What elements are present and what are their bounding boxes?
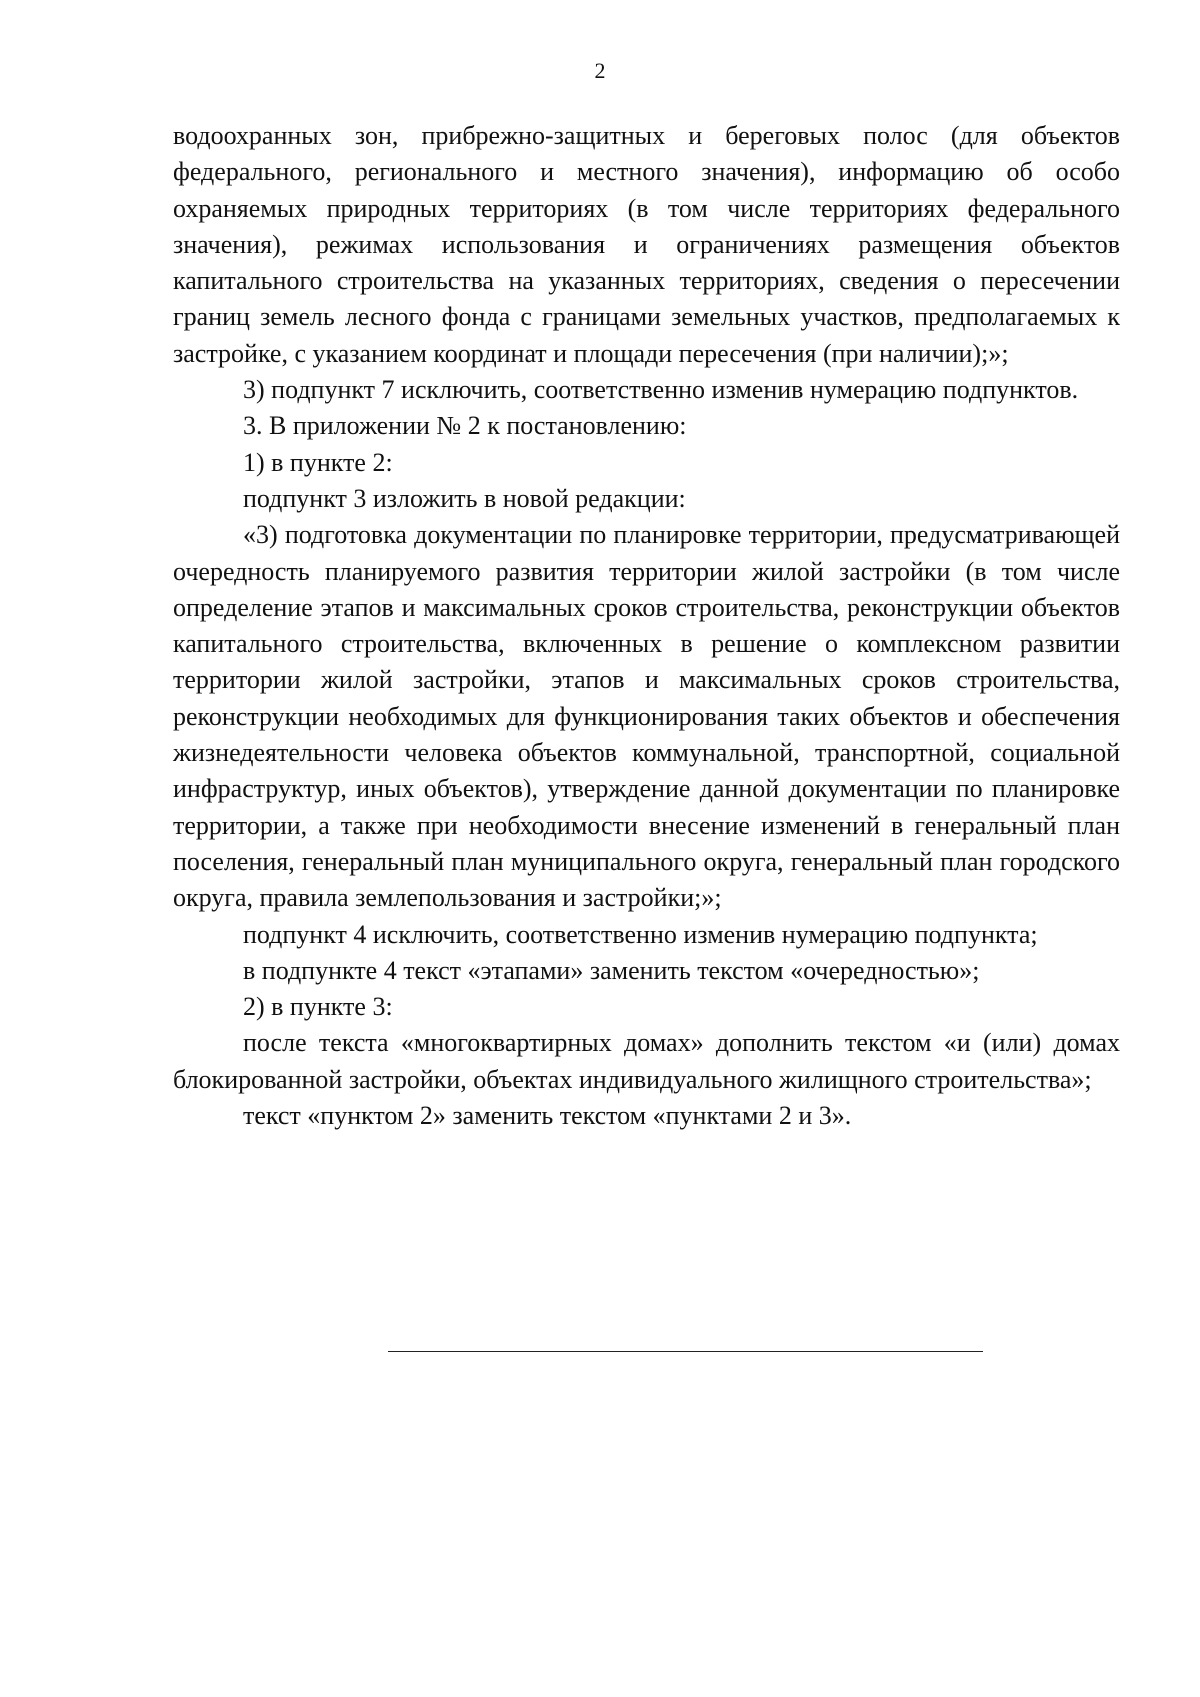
paragraph-exclude-subpoint-4: подпункт 4 исключить, соответственно изменив нумерацию подпункта;	[243, 919, 1038, 949]
document-body	[173, 118, 1120, 1134]
paragraph-subpoint-3: 3) подпункт 7 исключить, соответственно изменив нумерацию подпунктов.	[243, 375, 1079, 405]
paragraph-replace-points: текст «пунктом 2» заменить текстом «пунктами 2 и 3».	[243, 1101, 852, 1131]
page-number: 2	[594, 58, 606, 83]
end-of-document-rule	[388, 1351, 983, 1352]
paragraph-add-text: после текста «многоквартирных домах» дополнить текстом «и (или) домах блокированной застройки, объектах индивидуального жилищного строительства»;	[173, 1028, 1120, 1094]
paragraph-item-2: 2) в пункте 3:	[243, 992, 393, 1022]
paragraph-continuation: водоохранных зон, прибрежно-защитных и береговых полос (для объектов федерального, регионального и местного значения), информацию об особо охраняемых природных территориях (в том числе территориях федерального значения), режимах использования и ограничениях размещения объектов капитального строительства на указанных территориях, сведения о пересечении границ земель лесного фонда с границами земельных участков, предполагаемых к застройке, с указанием координат и площади пересечения (при наличии);»;	[173, 121, 1120, 368]
paragraph-replace-stages: в подпункте 4 текст «этапами» заменить текстом «очередностью»;	[243, 955, 980, 985]
paragraph-quoted-subpoint-3: «3) подготовка документации по планировке территории, предусматривающей очередность планируемого развития территории жилой застройки (в том числе определение этапов и максимальных сроков строительства, реконструкции объектов капитального строительства, включенных в решение о комплексном развитии территории жилой застройки, этапов и максимальных сроков строительства, реконструкции необходимых для функционирования таких объектов и обеспечения жизнедеятельности человека объектов коммунальной, транспортной, социальной инфраструктур, иных объектов), утверждение данной документации по планировке территории, а также при необходимости внесение изменений в генеральный план поселения, генеральный план муниципального округа, генеральный план городского округа, правила землепользования и застройки;»;	[173, 520, 1120, 913]
paragraph-item-1: 1) в пункте 2:	[243, 447, 393, 477]
paragraph-new-edition: подпункт 3 изложить в новой редакции:	[243, 483, 686, 513]
paragraph-appendix-2: 3. В приложении № 2 к постановлению:	[243, 411, 687, 441]
